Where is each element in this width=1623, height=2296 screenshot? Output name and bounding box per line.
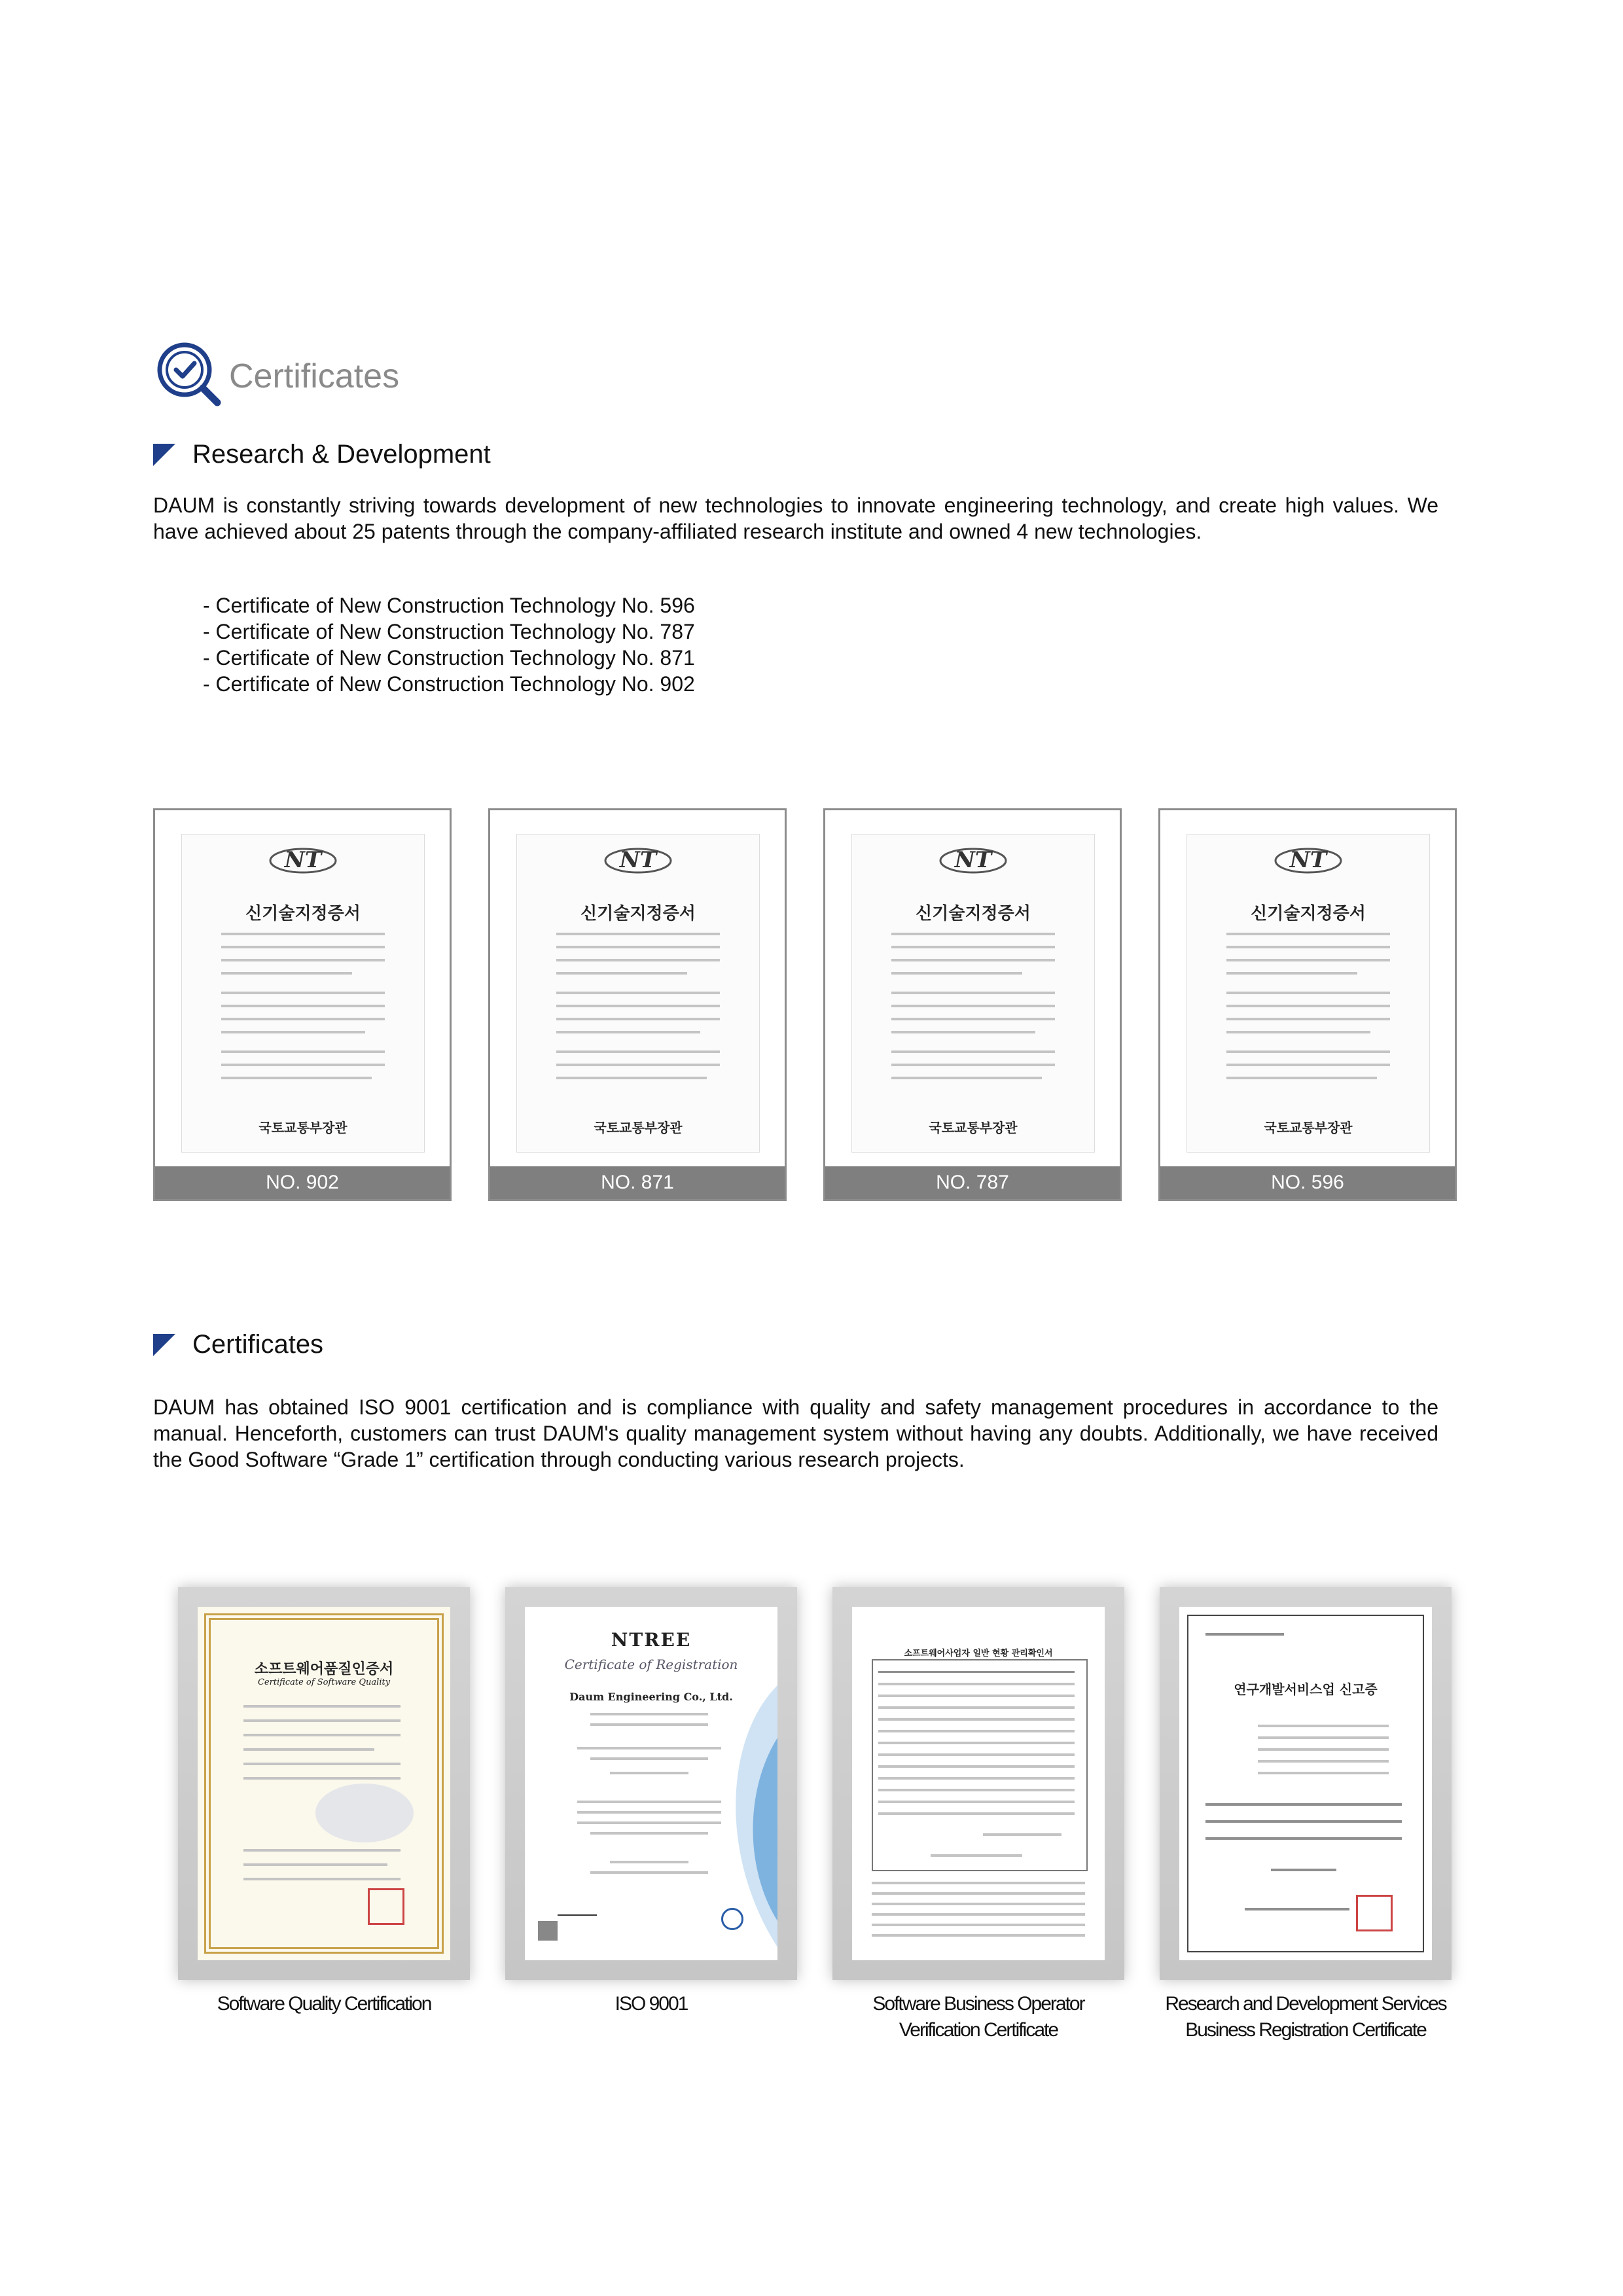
certificate-document <box>852 1607 1105 1960</box>
certificates-paragraph: DAUM has obtained ISO 9001 certification and is compliance with quality and safety management procedures in accordance to the manual. Henceforth, customers can trust DAUM's quality management system without having any doubts. Additionally, we have received the Good Software “Grade 1” certification through conducting various research projects. <box>153 1395 1438 1471</box>
tech-certificate-card <box>153 808 452 1201</box>
list-item: - Certificate of New Construction Technology No. 787 <box>203 620 695 643</box>
tech-certificate-card <box>1158 808 1457 1201</box>
nt-logo-icon <box>937 840 1009 879</box>
certificate-doc-title: 소프트웨어사업자 일반 현황 관리확인서 <box>904 1649 1053 1659</box>
research-paragraph: DAUM is constantly striving towards development of new technologies to innovate engineering technology, and create high values. We have achieved about 25 patents through the company-affiliated research institute and owned 4 new technologies. <box>153 493 1438 543</box>
certificate-doc-company: Daum Engineering Co., Ltd. <box>569 1691 733 1703</box>
certificate-doc-subtitle: Certificate of Software Quality <box>257 1677 391 1687</box>
certificate-doc-title: Certificate of Registration <box>564 1657 738 1672</box>
certificate-doc-title: 신기술지정증서 <box>1251 904 1366 924</box>
certificate-frame <box>178 1587 470 1980</box>
certificate-frame <box>832 1587 1124 1980</box>
certificate-frame <box>505 1587 797 1980</box>
certificate-doc-brand: NTREE <box>611 1629 692 1651</box>
certificate-issuer: 국토교통부장관 <box>594 1120 683 1136</box>
certificate-caption: NO. 596 <box>1160 1166 1455 1199</box>
tech-certificate-card <box>488 808 787 1201</box>
certificate-caption: NO. 787 <box>825 1166 1120 1199</box>
certificate-label: Research and Development Services Business Registration Certificate <box>1165 1993 1446 2041</box>
research-title: Research & Development <box>192 440 491 469</box>
certificate-label: ISO 9001 <box>615 1993 688 2015</box>
certificate-document <box>181 834 425 1153</box>
nt-logo-icon <box>267 840 339 879</box>
certificate-issuer: 국토교통부장관 <box>1264 1120 1353 1136</box>
certificate-document <box>1186 834 1430 1153</box>
list-item: - Certificate of New Construction Technology No. 596 <box>203 594 695 617</box>
certificate-document <box>525 1607 777 1960</box>
nt-logo-icon <box>602 840 674 879</box>
svg-text:NT: NT <box>284 847 322 873</box>
certificate-doc-title: 신기술지정증서 <box>916 904 1031 924</box>
certificate-check-magnifier-icon <box>152 337 224 409</box>
certificate-caption: NO. 902 <box>155 1166 450 1199</box>
svg-text:NT: NT <box>619 847 657 873</box>
certificate-document <box>851 834 1095 1153</box>
triangle-marker-icon <box>153 1334 175 1356</box>
certificate-label: Software Business Operator Verification Certificate <box>872 1993 1084 2041</box>
page-header <box>152 337 399 409</box>
triangle-marker-icon <box>153 444 175 466</box>
nt-logo-icon <box>1272 840 1344 879</box>
certificate-caption: NO. 871 <box>490 1166 785 1199</box>
certificate-frame <box>1160 1587 1452 1980</box>
svg-text:NT: NT <box>1289 847 1327 873</box>
certificate-document <box>198 1607 450 1960</box>
certificate-label: Software Quality Certification <box>217 1993 431 2015</box>
list-item: - Certificate of New Construction Technology No. 871 <box>203 646 695 670</box>
certificate-document <box>516 834 760 1153</box>
section-title-certificates <box>153 1330 323 1359</box>
svg-text:NT: NT <box>954 847 992 873</box>
tech-certificate-card <box>823 808 1122 1201</box>
section-title-research <box>153 440 491 469</box>
certificate-issuer: 국토교통부장관 <box>929 1120 1018 1136</box>
certificates-title: Certificates <box>192 1330 324 1359</box>
certificate-doc-title: 연구개발서비스업 신고증 <box>1234 1681 1378 1697</box>
certificate-document <box>1179 1607 1432 1960</box>
certificate-doc-title: 소프트웨어품질인증서 <box>254 1660 394 1677</box>
page-title: Certificates <box>229 357 400 395</box>
list-item: - Certificate of New Construction Technology No. 902 <box>203 672 695 696</box>
technology-list <box>203 592 695 697</box>
certificate-issuer: 국토교통부장관 <box>259 1120 348 1136</box>
certificate-doc-title: 신기술지정증서 <box>245 904 361 924</box>
certificate-doc-title: 신기술지정증서 <box>580 904 696 924</box>
